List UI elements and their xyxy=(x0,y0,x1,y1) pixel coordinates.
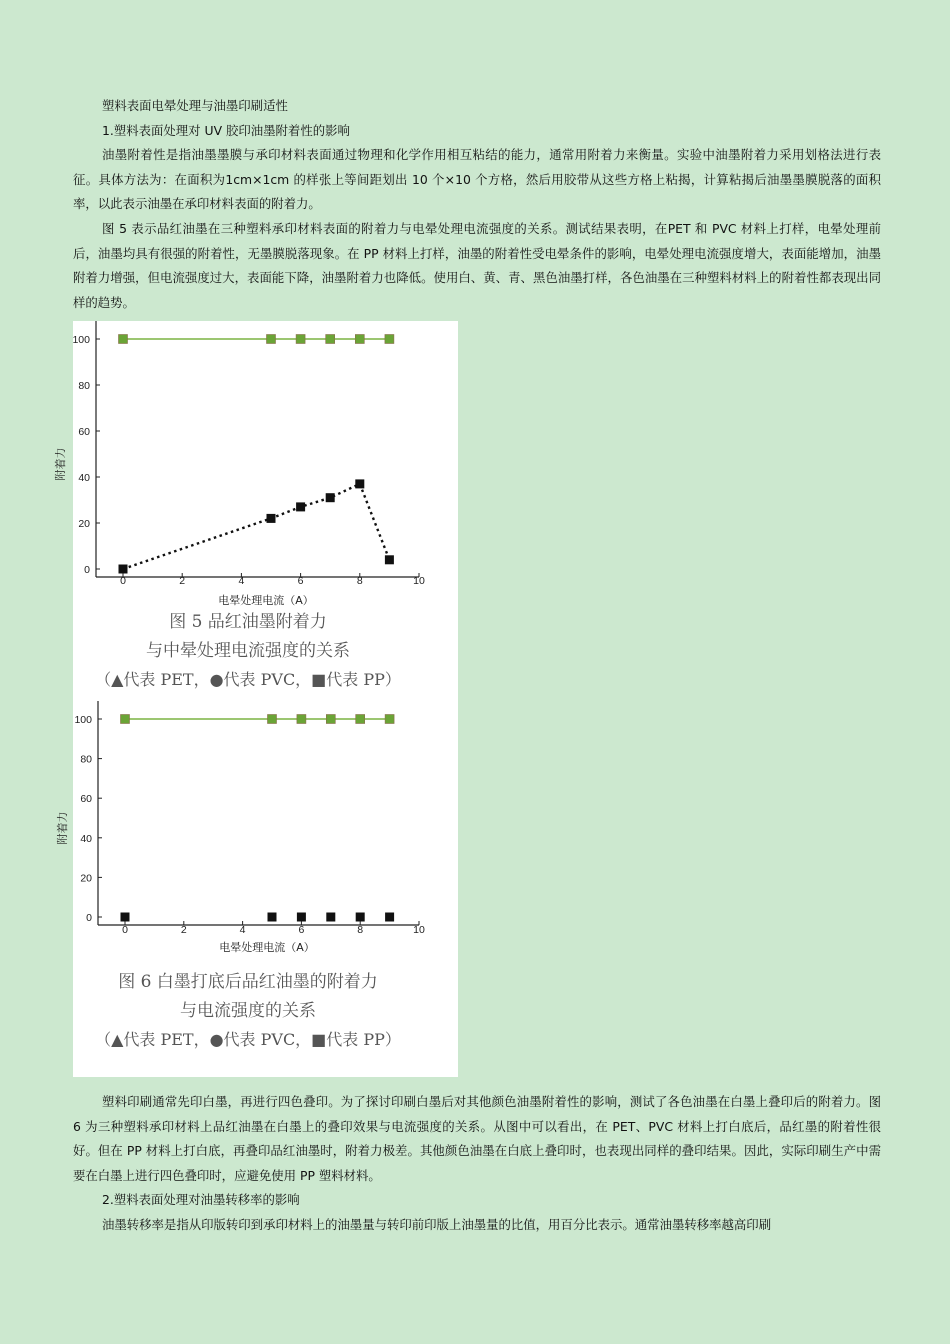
data-point-upper xyxy=(267,335,276,344)
y-tick-label: 40 xyxy=(78,472,90,484)
data-point-upper xyxy=(296,335,305,344)
y-tick-label: 20 xyxy=(80,872,92,885)
y-tick-label: 80 xyxy=(78,380,90,392)
data-point-upper xyxy=(326,335,335,344)
y-tick-label: 60 xyxy=(78,426,90,438)
x-axis-label: 电晕处理电流（A） xyxy=(219,941,315,954)
text-top xyxy=(73,94,881,315)
y-tick-label: 20 xyxy=(78,518,90,530)
text-bottom xyxy=(73,1090,881,1238)
data-point-lower xyxy=(326,493,335,502)
figure-caption-line: 图 5 品红油墨附着力 xyxy=(169,612,327,632)
data-point-upper xyxy=(356,715,365,724)
paragraph-1: 油墨附着性是指油墨墨膜与承印材料表面通过物理和化学作用相互粘结的能力，通常用附着力来衡量。实验中油墨附着力采用划格法进行表征。具体方法为：在面积为1cm×1cm 的样张上等间距划出 10 个×10 个方格，然后用胶带从这些方格上粘揭，计算粘揭后油墨墨膜脱落的面积率，以此表示油墨在承印材料表面的附着力。 xyxy=(73,147,881,212)
data-point-upper xyxy=(268,715,277,724)
figure-caption-line: 与中晕处理电流强度的关系 xyxy=(146,641,350,661)
figure-panel xyxy=(54,321,458,1077)
data-point-upper xyxy=(385,335,394,344)
data-point-lower xyxy=(356,913,365,922)
data-point-lower xyxy=(121,913,130,922)
x-tick-label: 6 xyxy=(298,924,305,936)
data-point-lower xyxy=(355,479,364,488)
y-tick-label: 100 xyxy=(74,714,92,726)
figure-5-chart xyxy=(54,321,458,696)
section-heading-1: 1.塑料表面处理对 UV 胶印油墨附着性的影响 xyxy=(102,122,350,138)
data-point-upper xyxy=(385,715,394,724)
x-tick-label: 10 xyxy=(413,575,425,587)
x-tick-label: 0 xyxy=(120,575,126,587)
figure-6-chart xyxy=(56,699,458,1077)
data-point-lower xyxy=(297,913,306,922)
x-tick-label: 4 xyxy=(239,924,246,936)
data-point-lower xyxy=(326,913,335,922)
y-axis-label: 附着力 xyxy=(54,447,67,481)
y-axis-label: 附着力 xyxy=(56,811,69,845)
page-title: 塑料表面电晕处理与油墨印刷适性 xyxy=(102,98,288,113)
x-tick-label: 8 xyxy=(356,575,363,587)
y-tick-label: 60 xyxy=(80,793,92,806)
paragraph-2: 图 5 表示品红油墨在三种塑料承印材料表面的附着力与电晕处理电流强度的关系。测试结果表明，在PET 和 PVC 材料上打样，电晕处理前后，油墨均具有很强的附着性，无墨膜脱落现象。在 PP 材料上打样，油墨的附着性受电晕条件的影响，电晕处理电流强度增大，表面能增加，油墨附着力增强，但电流强度过大，表面能下降，油墨附着力也降低。使用白、黄、青、黑色油墨打样，各色油墨在三种塑料材料上的附着性都表现出同样的趋势。 xyxy=(73,220,881,310)
data-point-lower xyxy=(385,913,394,922)
figure-caption-line: 与电流强度的关系 xyxy=(180,1001,316,1021)
x-tick-label: 6 xyxy=(297,575,304,587)
figure-caption-line: （▲代表 PET，●代表 PVC，■代表 PP） xyxy=(95,670,401,689)
data-point-upper xyxy=(119,335,128,344)
data-point-upper xyxy=(355,335,364,344)
data-point-lower xyxy=(267,514,276,523)
y-tick-label: 100 xyxy=(72,334,90,346)
x-tick-label: 4 xyxy=(238,575,245,587)
figure-caption-line: （▲代表 PET，●代表 PVC，■代表 PP） xyxy=(95,1030,401,1049)
x-axis-label: 电晕处理电流（A） xyxy=(218,594,314,607)
y-tick-label: 40 xyxy=(80,832,92,845)
section-heading-2: 2.塑料表面处理对油墨转移率的影响 xyxy=(102,1192,300,1208)
y-tick-label: 80 xyxy=(80,753,92,766)
paragraph-4: 油墨转移率是指从印版转印到承印材料上的油墨量与转印前印版上油墨量的比值，用百分比表示。通常油墨转移率越高印刷 xyxy=(102,1216,772,1232)
x-tick-label: 2 xyxy=(180,924,187,936)
data-point-upper xyxy=(326,715,335,724)
x-tick-label: 8 xyxy=(357,924,364,936)
x-tick-label: 0 xyxy=(122,924,128,936)
data-point-lower xyxy=(119,565,128,574)
data-point-lower xyxy=(268,913,277,922)
data-point-upper xyxy=(297,715,306,724)
x-tick-label: 2 xyxy=(179,575,186,587)
data-point-lower xyxy=(385,555,394,564)
paragraph-3: 塑料印刷通常先印白墨，再进行四色叠印。为了探讨印刷白墨后对其他颜色油墨附着性的影响，测试了各色油墨在白墨上叠印后的附着力。图 6 为三种塑料承印材料上品红油墨在白墨上的叠印效果与电流强度的关系。从图中可以看出，在 PET、PVC 材料上打白底后，品红墨的附着性很好。但在 PP 材料上打白底，再叠印品红油墨时，附着力极差。其他颜色油墨在白底上叠印时，也表现出同样的叠印结果。因此，实际印刷生产中需要在白墨上进行四色叠印时，应避免使用 PP 塑料材料。 xyxy=(73,1094,881,1183)
y-tick-label: 0 xyxy=(86,912,92,924)
data-point-lower xyxy=(296,502,305,511)
series-line-lower xyxy=(123,484,389,569)
data-point-upper xyxy=(121,715,130,724)
y-tick-label: 0 xyxy=(84,564,90,576)
x-tick-label: 10 xyxy=(413,924,425,936)
figure-caption-line: 图 6 白墨打底后品红油墨的附着力 xyxy=(118,972,378,992)
